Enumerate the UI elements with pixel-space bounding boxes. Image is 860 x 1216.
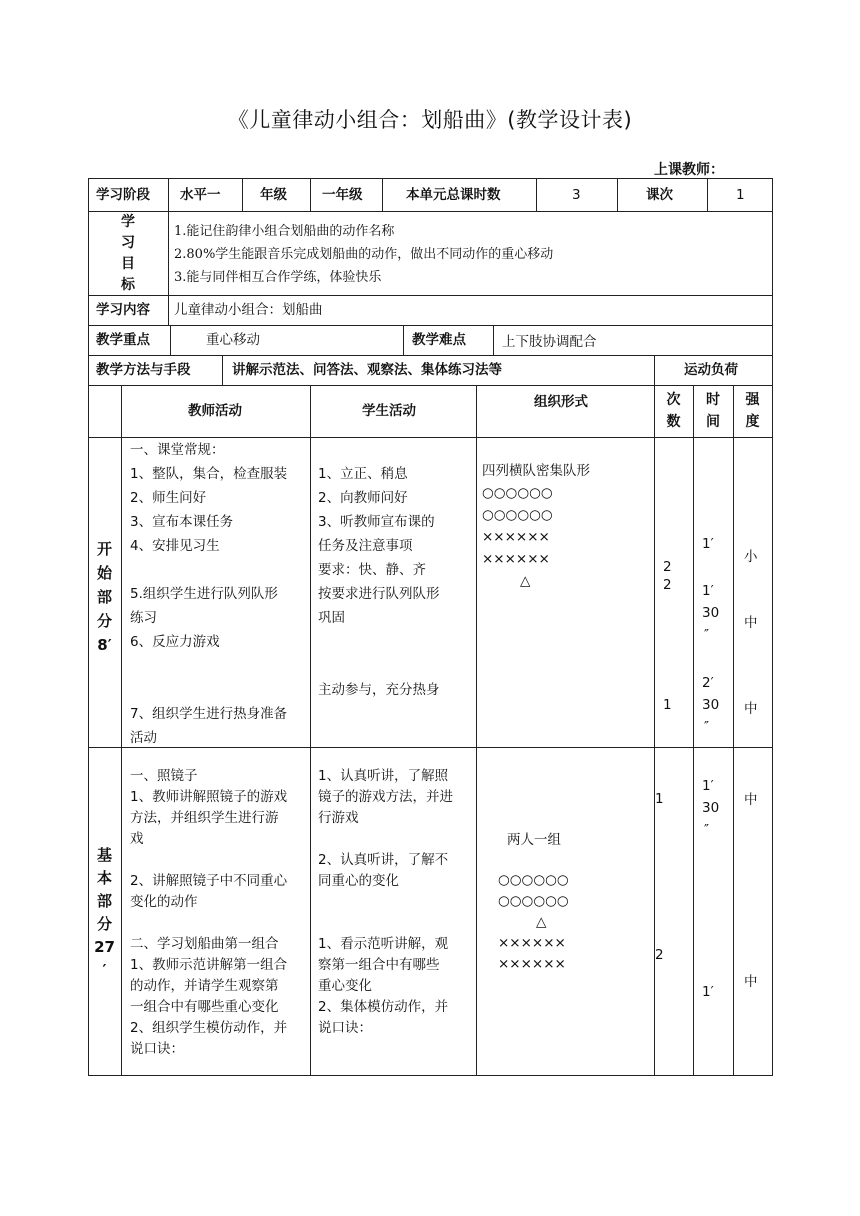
stage-value: 水平一 bbox=[180, 187, 221, 203]
basic-duration: ″ bbox=[704, 822, 710, 838]
section-basic-label: 基 本 部 分 27 ′ bbox=[94, 846, 115, 979]
key-point-label: 教学重点 bbox=[96, 332, 150, 348]
objectives-list bbox=[174, 220, 553, 289]
basic-student-activity: 1、认真听讲，了解照 镜子的游戏方法，并进 行游戏 2、认真听讲，了解不 同重心的变化 1、看示范听讲解，观 察第一组合中有哪些 重心变化 2、集体模仿动作，并 说口诀： bbox=[318, 768, 453, 1036]
start-times: 2 bbox=[663, 577, 672, 593]
exercise-load-label: 运动负荷 bbox=[684, 362, 738, 378]
difficulty-value: 上下肢协调配合 bbox=[502, 334, 597, 350]
content-value: 儿童律动小组合：划船曲 bbox=[174, 302, 323, 318]
total-hours-label: 本单元总课时数 bbox=[406, 187, 501, 203]
col-intensity: 强 度 bbox=[745, 392, 760, 430]
basic-times: 1 bbox=[655, 791, 664, 807]
grade-label: 年级 bbox=[260, 187, 287, 203]
col-teacher-activity: 教师活动 bbox=[188, 403, 242, 419]
start-intensity: 中 bbox=[744, 615, 758, 631]
lesson-number-label: 课次 bbox=[646, 187, 673, 203]
start-duration: ″ bbox=[704, 719, 710, 735]
basic-organization: ○○○○○○ ○○○○○○ △ ×××××× ×××××× bbox=[498, 872, 569, 972]
start-intensity: 中 bbox=[744, 701, 758, 717]
section-start-label: 开 始 部 分 8′ bbox=[96, 540, 112, 654]
difficulty-label: 教学难点 bbox=[412, 332, 466, 348]
grade-value: 一年级 bbox=[322, 187, 363, 203]
basic-duration: 30 bbox=[702, 800, 720, 816]
key-point-value: 重心移动 bbox=[206, 332, 260, 348]
objective-item: 2.80%学生能跟音乐完成划船曲的动作，做出不同动作的重心移动 bbox=[174, 247, 554, 262]
basic-duration: 1′ bbox=[702, 778, 714, 794]
lesson-number-value: 1 bbox=[736, 187, 745, 203]
methods-value: 讲解示范法、问答法、观察法、集体练习法等 bbox=[232, 362, 502, 378]
start-duration: 30 bbox=[702, 697, 720, 713]
total-hours-value: 3 bbox=[572, 187, 581, 203]
start-organization: 四列横队密集队形 ○○○○○○ ○○○○○○ ×××××× ×××××× △ bbox=[482, 463, 590, 589]
col-times: 次 数 bbox=[666, 392, 681, 430]
basic-intensity: 中 bbox=[744, 792, 758, 808]
start-times: 2 bbox=[663, 559, 672, 575]
start-teacher-activity: 一、课堂常规： 1、整队，集合，检查服装 2、师生问好 3、宣布本课任务 4、安排见习生 5.组织学生进行队列队形 练习 6、反应力游戏 7、组织学生进行热身准备 活动 bbox=[130, 442, 288, 746]
basic-teacher-activity: 一、照镜子 1、教师讲解照镜子的游戏 方法，并组织学生进行游 戏 2、讲解照镜子中不同重心 变化的动作 二、学习划船曲第一组合 1、教师示范讲解第一组合 的动作，并请学生观察第 一组合中有哪些重心变化 2、组织学生模仿动作，并 说口诀： bbox=[130, 768, 288, 1057]
start-duration: 2′ bbox=[702, 675, 714, 691]
start-duration: 1′ bbox=[702, 583, 714, 599]
start-student-activity: 1、立正、稍息 2、向教师问好 3、听教师宣布课的 任务及注意事项 要求：快、静、齐 按要求进行队列队形 巩固 主动参与，充分热身 bbox=[318, 466, 440, 698]
col-organization: 组织形式 bbox=[534, 394, 588, 410]
basic-duration: 1′ bbox=[702, 984, 714, 1000]
objective-item: 3.能与同伴相互合作学练，体验快乐 bbox=[174, 270, 382, 285]
start-intensity: 小 bbox=[744, 549, 758, 565]
start-duration: 30 bbox=[702, 605, 720, 621]
basic-intensity: 中 bbox=[744, 974, 758, 990]
basic-organization-title: 两人一组 bbox=[507, 832, 561, 848]
teacher-label: 上课教师： bbox=[654, 162, 724, 178]
stage-label: 学习阶段 bbox=[96, 187, 150, 203]
start-times: 1 bbox=[663, 697, 672, 713]
page-title: 《儿童律动小组合：划船曲》(教学设计表) bbox=[227, 108, 633, 132]
methods-label: 教学方法与手段 bbox=[96, 362, 191, 378]
content-label: 学习内容 bbox=[96, 302, 150, 318]
col-student-activity: 学生活动 bbox=[362, 403, 416, 419]
basic-times: 2 bbox=[655, 947, 664, 963]
start-duration: 1′ bbox=[702, 536, 714, 552]
start-duration: ″ bbox=[704, 627, 710, 643]
objectives-label: 学 习 目 标 bbox=[121, 214, 135, 293]
col-duration: 时 间 bbox=[706, 392, 720, 430]
objective-item: 1.能记住韵律小组合划船曲的动作名称 bbox=[174, 224, 395, 239]
